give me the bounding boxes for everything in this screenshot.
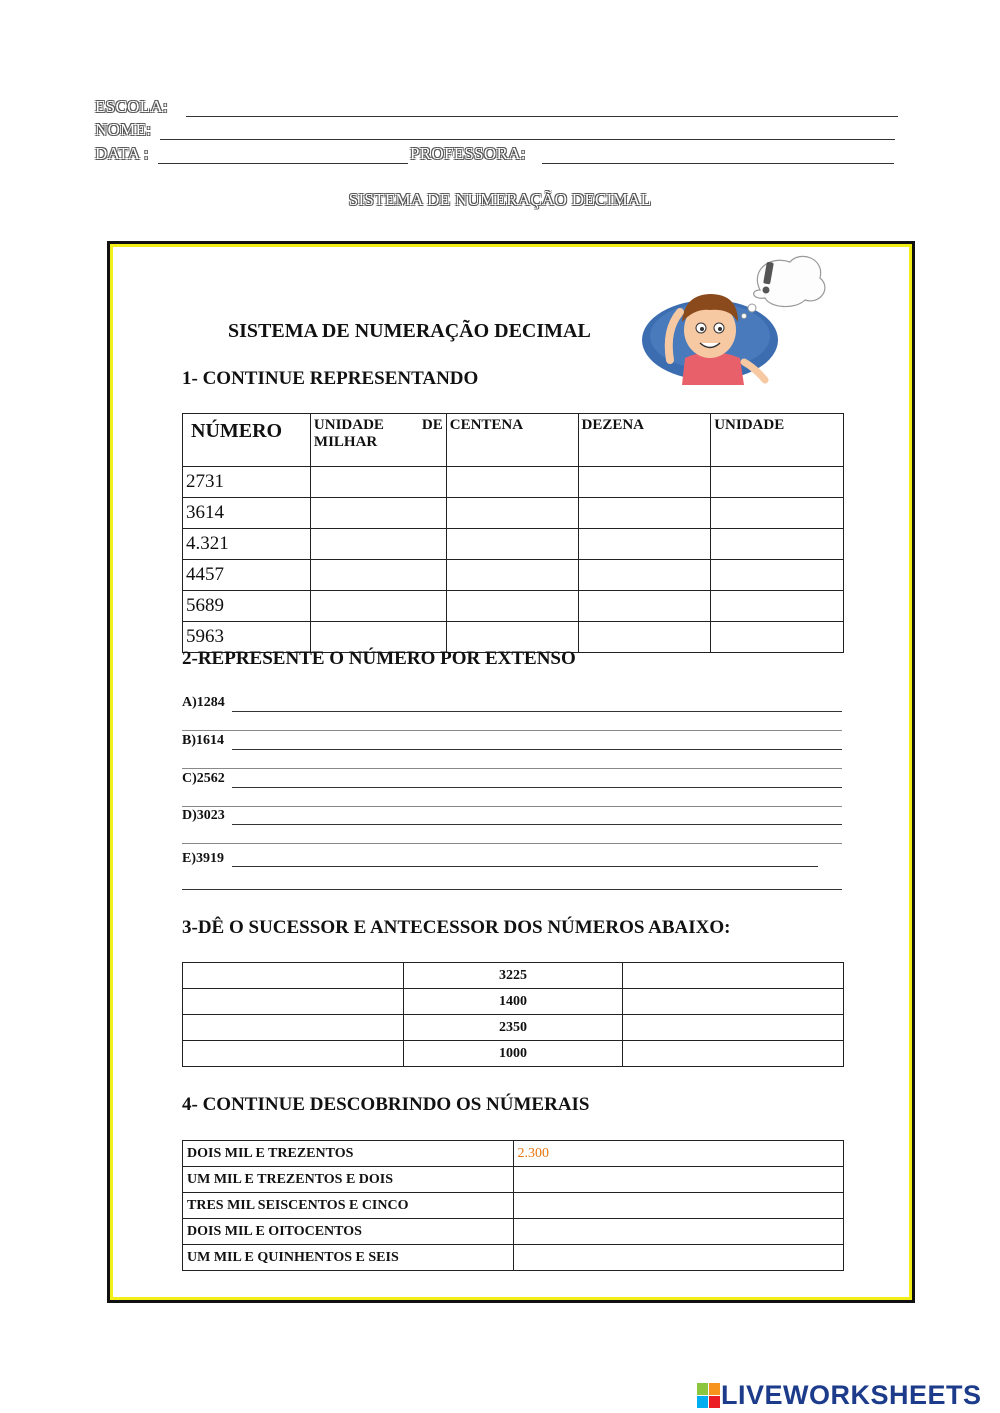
item-e-answer-line[interactable] <box>232 866 818 867</box>
successor-cell[interactable] <box>623 1015 844 1041</box>
date-field-line[interactable] <box>158 163 408 164</box>
item-b-label: B)1614 <box>182 733 224 748</box>
item-a-answer-line[interactable] <box>232 711 842 712</box>
answer-cell[interactable] <box>711 467 844 498</box>
place-value-table <box>182 413 844 653</box>
table-row <box>183 1141 844 1167</box>
predecessor-cell[interactable] <box>183 989 404 1015</box>
name-field-line[interactable] <box>160 139 895 140</box>
item-d-label: D)3023 <box>182 808 225 823</box>
numeral-answer[interactable] <box>513 1193 843 1219</box>
number-cell: 1400 <box>403 989 623 1015</box>
thinking-boy-illustration <box>640 250 830 400</box>
predecessor-cell[interactable] <box>183 963 404 989</box>
item-c-label: C)2562 <box>182 771 225 786</box>
item-c-answer-line[interactable] <box>232 787 842 788</box>
predecessor-cell[interactable] <box>183 1015 404 1041</box>
row-number: 4457 <box>183 560 311 591</box>
table-row <box>183 498 844 529</box>
item-e-label: E)3919 <box>182 851 224 866</box>
successor-predecessor-table <box>182 962 844 1067</box>
item-b-answer-line[interactable] <box>232 749 842 750</box>
item-a-label: A)1284 <box>182 695 225 710</box>
liveworksheets-logo[interactable] <box>697 1380 982 1411</box>
answer-cell[interactable] <box>578 622 711 653</box>
answer-cell[interactable] <box>446 529 578 560</box>
answer-cell[interactable] <box>446 498 578 529</box>
teacher-field-line[interactable] <box>542 163 894 164</box>
number-cell: 2350 <box>403 1015 623 1041</box>
successor-cell[interactable] <box>623 989 844 1015</box>
q1-heading: 1- CONTINUE REPRESENTANDO <box>182 368 479 389</box>
answer-cell[interactable] <box>578 560 711 591</box>
answer-cell[interactable] <box>578 591 711 622</box>
table-row <box>183 529 844 560</box>
ruled-line <box>182 768 842 769</box>
numeral-answer[interactable] <box>513 1219 843 1245</box>
place-value-header-row <box>183 414 844 467</box>
answer-cell[interactable] <box>310 591 446 622</box>
q2-heading: 2-REPRESENTE O NÚMERO POR EXTENSO <box>182 648 576 669</box>
row-number: 4.321 <box>183 529 311 560</box>
numeral-answer[interactable]: 2.300 <box>513 1141 843 1167</box>
col-unidade-de-milhar <box>310 414 446 467</box>
answer-cell[interactable] <box>310 467 446 498</box>
answer-cell[interactable] <box>446 560 578 591</box>
col-centena: CENTENA <box>446 414 578 467</box>
table-row <box>183 1167 844 1193</box>
answer-cell[interactable] <box>578 467 711 498</box>
numeral-text: UM MIL E TREZENTOS E DOIS <box>183 1167 514 1193</box>
successor-cell[interactable] <box>623 1041 844 1067</box>
col-dezena: DEZENA <box>578 414 711 467</box>
table-row <box>183 989 844 1015</box>
col-milhar-word-2: DE <box>421 417 443 433</box>
document-title: SISTEMA DE NUMERAÇÃO DECIMAL <box>348 190 652 209</box>
teacher-label: PROFESSORA: <box>410 144 526 163</box>
answer-cell[interactable] <box>711 529 844 560</box>
q3-heading: 3-DÊ O SUCESSOR E ANTECESSOR DOS NÚMEROS ABAIXO: <box>182 917 731 938</box>
row-number: 5689 <box>183 591 311 622</box>
col-numero: NÚMERO <box>183 414 311 467</box>
table-row <box>183 591 844 622</box>
table-row <box>183 1219 844 1245</box>
item-d-answer-line[interactable] <box>232 824 842 825</box>
name-label: NOME: <box>95 120 152 139</box>
col-milhar-word-1: UNIDADE <box>313 417 384 433</box>
row-number: 3614 <box>183 498 311 529</box>
row-number: 5963 <box>183 622 311 653</box>
liveworksheets-logo-icon <box>697 1383 721 1409</box>
answer-cell[interactable] <box>446 591 578 622</box>
successor-cell[interactable] <box>623 963 844 989</box>
numeral-text: DOIS MIL E OITOCENTOS <box>183 1219 514 1245</box>
liveworksheets-logo-text: LIVEWORKSHEETS <box>721 1380 982 1410</box>
answer-cell[interactable] <box>310 498 446 529</box>
answer-cell[interactable] <box>310 560 446 591</box>
numeral-text: DOIS MIL E TREZENTOS <box>183 1141 514 1167</box>
school-field-line[interactable] <box>186 116 898 117</box>
answer-cell[interactable] <box>578 529 711 560</box>
ruled-line <box>182 806 842 807</box>
table-row <box>183 963 844 989</box>
ruled-line <box>182 843 842 844</box>
ruled-line <box>182 730 842 731</box>
answer-cell[interactable] <box>711 560 844 591</box>
table-row <box>183 560 844 591</box>
table-row <box>183 1015 844 1041</box>
numeral-text: TRES MIL SEISCENTOS E CINCO <box>183 1193 514 1219</box>
col-unidade: UNIDADE <box>711 414 844 467</box>
answer-cell[interactable] <box>446 467 578 498</box>
numeral-answer[interactable] <box>513 1245 843 1271</box>
q4-heading: 4- CONTINUE DESCOBRINDO OS NÚMERAIS <box>182 1094 590 1115</box>
numerals-table <box>182 1140 844 1271</box>
table-row <box>183 1193 844 1219</box>
answer-cell[interactable] <box>711 498 844 529</box>
answer-cell[interactable] <box>310 529 446 560</box>
school-label: ESCOLA: <box>95 97 168 116</box>
col-milhar-word-3: MILHAR <box>313 434 378 450</box>
numeral-text: UM MIL E QUINHENTOS E SEIS <box>183 1245 514 1271</box>
number-cell: 3225 <box>403 963 623 989</box>
worksheet-title: SISTEMA DE NUMERAÇÃO DECIMAL <box>228 320 591 342</box>
table-row <box>183 1245 844 1271</box>
ruled-line <box>182 889 842 890</box>
table-row <box>183 467 844 498</box>
number-cell: 1000 <box>403 1041 623 1067</box>
numeral-answer[interactable] <box>513 1167 843 1193</box>
date-label: DATA : <box>95 144 149 163</box>
answer-cell[interactable] <box>711 622 844 653</box>
answer-cell[interactable] <box>711 591 844 622</box>
answer-cell[interactable] <box>578 498 711 529</box>
row-number: 2731 <box>183 467 311 498</box>
table-row <box>183 1041 844 1067</box>
predecessor-cell[interactable] <box>183 1041 404 1067</box>
